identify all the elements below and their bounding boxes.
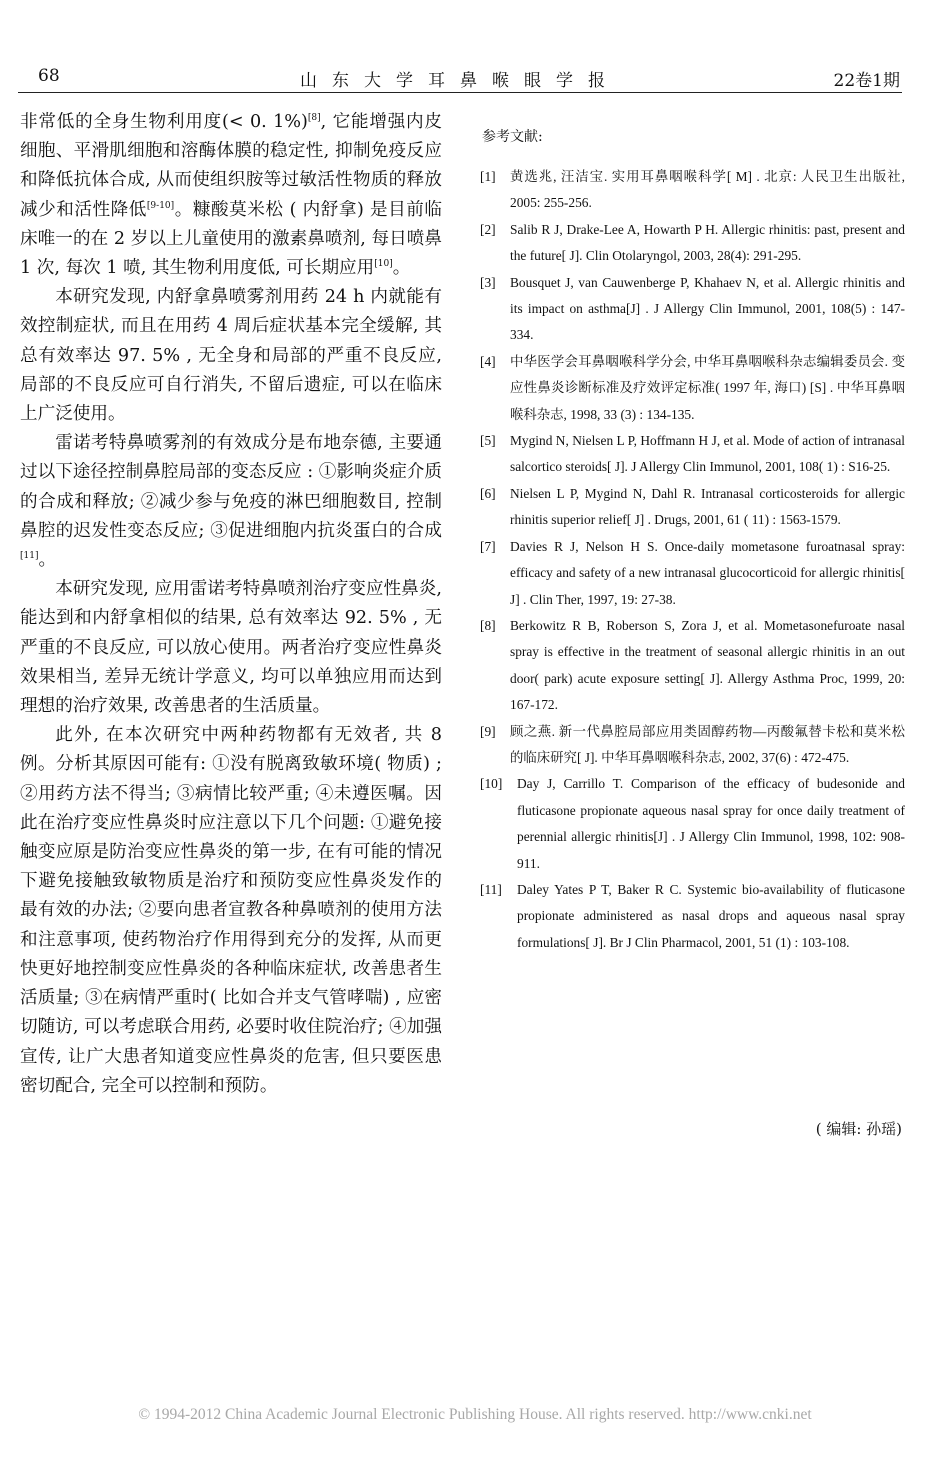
paragraph-5: 此外, 在本次研究中两种药物都有无效者, 共 8 例。分析其原因可能有: ①没有脱离致敏环境( 物质) ; ②用药方法不得当; ③病情比较严重; ④未遵医嘱。因此在治疗变应性鼻炎时应注意以下几个问题: ①避免接触变应原是防治变应性鼻炎的第一步, 在有可能的情况下避免接触致敏物质是治疗和预防变应性鼻炎发作的最有效的办法; ②要向患者宣教各种鼻喷剂的使用方法和注意事项, 使药物治疗作用得到充分的发挥, 从而更快更好地控制变应性鼻炎的各种临床症状, 改善患者生活质量; ③在病情严重时( 比如合并支气管哮喘) , 应密切随访, 可以考虑联合用药, 必要时收住院治疗; ④加强宣传, 让广大患者知道变应性鼻炎的危害, 但只要医患密切配合, 完全可以控制和预防。 (20, 725, 442, 1096)
reference-text: 顾之燕. 新一代鼻腔局部应用类固醇药物—丙酸氟替卡松和莫米松的临床研究[ J]. 中华耳鼻咽喉科杂志, 2002, 37(6) : 472-475. (510, 723, 905, 765)
page-number: 68 (38, 66, 60, 86)
reference-list (480, 164, 905, 956)
reference-text: Daley Yates P T, Baker R C. Systemic bio-availability of fluticasone propionate administered as nasal drops and aqueous nasal spray formulations[ J]. Br J Clin Pharmacol, 2001, 51 (1) : 103-108. (517, 881, 905, 950)
reference-text: Berkowitz R B, Roberson S, Zora J, et al. Mometasonefuroate nasal spray is effective in the treatment of seasonal allergic rhinitis in an out door( park) acute exposure setting[ J]. Allergy Asthma Proc, 1999, 20: 167-172. (510, 617, 905, 713)
page-header (18, 58, 902, 93)
journal-title: 山东大学耳鼻喉眼学报 (300, 71, 620, 91)
paragraph-2: 本研究发现, 内舒拿鼻喷雾剂用药 24 h 内就能有效控制症状, 而且在用药 4 周后症状基本完全缓解, 其总有效率达 97. 5% , 无全身和局部的严重不良反应, 局部的不良反应可自行消失, 不留后遗症, 可以在临床上广泛使用。 (20, 287, 442, 425)
reference-number: [3] (480, 274, 496, 290)
reference-number: [9] (480, 723, 496, 739)
reference-item (480, 428, 905, 481)
reference-text: Davies R J, Nelson H S. Once-daily mometasone furoatnasal spray: efficacy and safety of a new intranasal glucocorticoid for allergic rhinitis[ J] . Clin Ther, 1997, 19: 27-38. (510, 538, 905, 607)
volume-issue: 22卷1期 (833, 71, 900, 91)
reference-item (480, 270, 905, 349)
reference-number: [5] (480, 433, 496, 449)
reference-number: [10] (480, 776, 503, 792)
citation: [11] (20, 551, 39, 562)
reference-item (480, 771, 905, 877)
body-text-column (20, 108, 442, 1101)
reference-text: Day J, Carrillo T. Comparison of the efficacy of budesonide and fluticasone propionate aqueous nasal spray for once daily treatment of perennial allergic rhinitis[J] . J Allergy Clin Immunol, 1998, 102: 908-911. (517, 776, 905, 871)
citation: [8] (307, 113, 321, 123)
paragraph-3: 雷诺考特鼻喷雾剂的有效成分是布地奈德, 主要通过以下途径控制鼻腔局部的变态反应 : ①影响炎症介质的合成和释放; ②减少参与免疫的淋巴细胞数目, 控制鼻腔的迟发性变态反应; ③促进细胞内抗炎蛋白的合成[11]。 (20, 433, 442, 571)
reference-item (480, 613, 905, 719)
reference-item (480, 719, 905, 772)
copyright-footer: © 1994-2012 China Academic Journal Electronic Publishing House. All rights reserved. http://www.cnki.net (138, 1406, 812, 1423)
reference-number: [8] (480, 617, 496, 633)
reference-number: [1] (480, 169, 496, 184)
reference-text: Nielsen L P, Mygind N, Dahl R. Intranasal corticosteroids for allergic rhinitis superior relief[ J] . Drugs, 2001, 61 ( 11) : 1563-1579. (510, 485, 905, 528)
reference-number: [4] (480, 353, 496, 369)
references-heading: 参考文献: (482, 129, 543, 145)
reference-text: 中华医学会耳鼻咽喉科学分会, 中华耳鼻咽喉科杂志编辑委员会. 变应性鼻炎诊断标准及疗效评定标准( 1997 年, 海口) [S] . 中华耳鼻咽喉科杂志, 1998, 33 (3) : 134-135. (510, 353, 905, 422)
reference-number: [7] (480, 538, 496, 554)
reference-text: Salib R J, Drake-Lee A, Howarth P H. Allergic rhinitis: past, present and the future[ J]. Clin Otolaryngol, 2003, 28(4): 291-295. (510, 221, 905, 264)
reference-item (480, 349, 905, 428)
reference-number: [11] (480, 881, 502, 897)
editor-note: ( 编辑: 孙瑶) (815, 1120, 902, 1138)
reference-number: [6] (480, 485, 496, 501)
reference-item (480, 534, 905, 613)
reference-text: Mygind N, Nielsen L P, Hoffmann H J, et al. Mode of action of intranasal salcortico steroids[ J]. J Allergy Clin Immunol, 2001, 108( 1) : S16-25. (510, 433, 905, 475)
paragraph-4: 本研究发现, 应用雷诺考特鼻喷剂治疗变应性鼻炎, 能达到和内舒拿相似的结果, 总有效率达 92. 5% , 无严重的不良反应, 可以放心使用。两者治疗变应性鼻炎效果相当, 差异无统计学意义, 均可以单独应用而达到理想的治疗效果, 改善患者的生活质量。 (20, 579, 442, 717)
reference-item (480, 164, 905, 217)
reference-text: Bousquet J, van Cauwenberge P, Khahaev N, et al. Allergic rhinitis and its impact on asthma[J] . J Allergy Clin Immunol, 2001, 108(5) : 147-334. (510, 274, 905, 343)
reference-item (480, 877, 905, 956)
references-column (480, 126, 905, 956)
paragraph-1: 非常低的全身生物利用度(< 0. 1%)[8], 它能增强内皮细胞、平滑肌细胞和溶酶体膜的稳定性, 抑制免疫反应和降低抗体合成, 从而使组织胺等过敏活性物质的释放减少和活性降低[9-10]。糠酸莫米松 ( 内舒拿) 是目前临床唯一的在 2 岁以上儿童使用的激素鼻喷剂, 每日喷鼻 1 次, 每次 1 喷, 其生物利用度低, 可长期应用[10]。 (20, 112, 443, 279)
reference-item (480, 481, 905, 534)
reference-item (480, 217, 905, 270)
reference-text: 黄选兆, 汪洁宝. 实用耳鼻咽喉科学[ M] . 北京: 人民卫生出版社, 2005: 255-256. (510, 169, 905, 211)
reference-number: [2] (480, 221, 496, 237)
citation: [10] (374, 259, 393, 270)
citation: [9-10] (146, 200, 175, 211)
